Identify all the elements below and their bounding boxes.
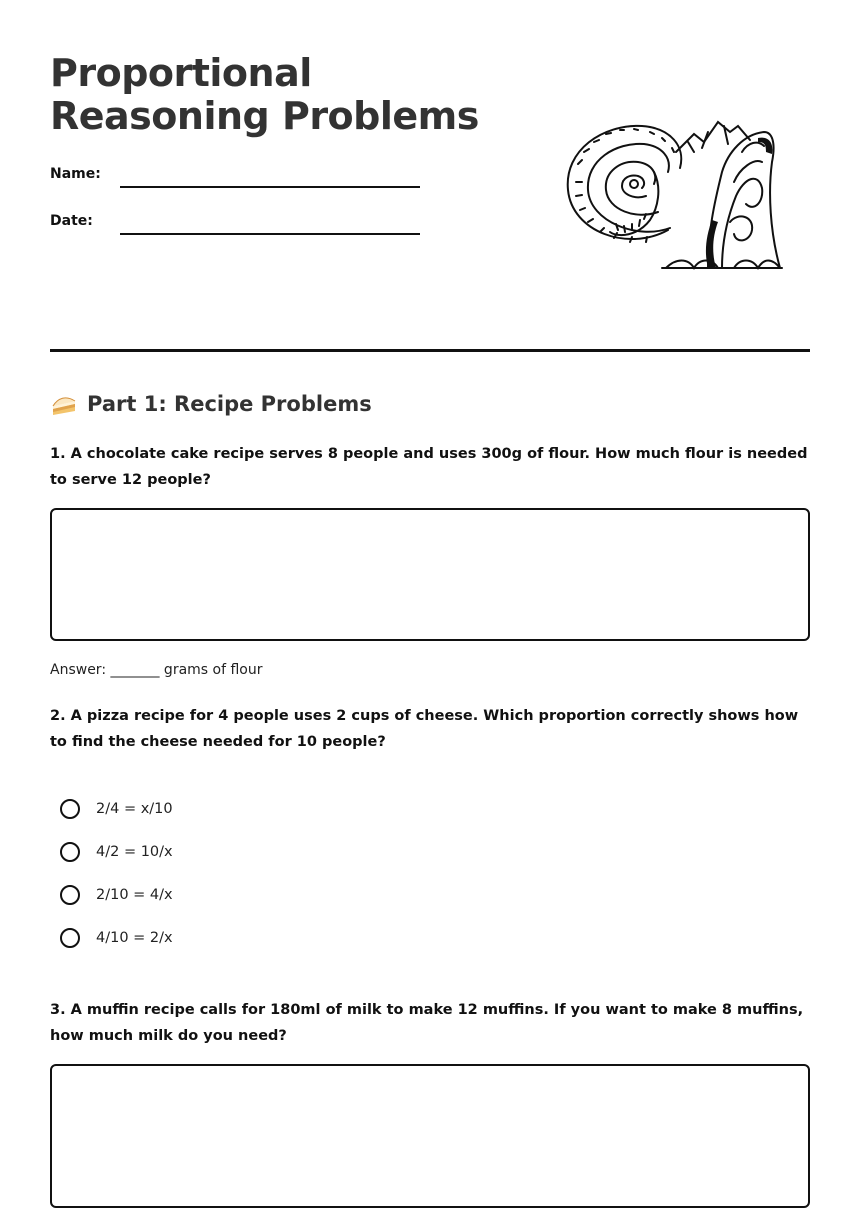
spiral-waves-mountain-logo [558, 112, 783, 270]
date-field [50, 211, 420, 235]
part1-title: Part 1: Recipe Problems [87, 392, 372, 416]
question-2-option-4[interactable] [60, 926, 173, 950]
date-input-line[interactable] [120, 233, 420, 235]
question-1-answer-line: Answer: _______ grams of flour [50, 662, 263, 678]
header-divider [50, 349, 810, 352]
radio-button[interactable] [60, 799, 80, 819]
radio-button[interactable] [60, 928, 80, 948]
question-2-option-3[interactable] [60, 883, 173, 907]
option-label: 2/10 = 4/x [96, 887, 173, 903]
name-input-line[interactable] [120, 186, 420, 188]
option-label: 4/10 = 2/x [96, 930, 173, 946]
question-2-option-1[interactable] [60, 797, 173, 821]
option-label: 2/4 = x/10 [96, 801, 173, 817]
part1-heading [50, 388, 372, 420]
date-label: Date: [50, 213, 93, 229]
cake-icon [50, 390, 78, 418]
question-2-text: 2. A pizza recipe for 4 people uses 2 cups of cheese. Which proportion correctly shows how to find the cheese needed for 10 people? [50, 708, 799, 750]
name-label: Name: [50, 166, 101, 182]
question-1-text: 1. A chocolate cake recipe serves 8 people and uses 300g of flour. How much flour is needed to serve 12 people? [50, 446, 808, 488]
question-3-work-box[interactable] [50, 1064, 810, 1208]
question-1-work-box[interactable] [50, 508, 810, 641]
name-field [50, 164, 420, 188]
radio-button[interactable] [60, 885, 80, 905]
option-label: 4/2 = 10/x [96, 844, 173, 860]
question-3-text: 3. A muffin recipe calls for 180ml of milk to make 12 muffins. If you want to make 8 muffins, how much milk do you need? [50, 1002, 804, 1044]
worksheet-title: Proportional Reasoning Problems [50, 51, 479, 138]
radio-button[interactable] [60, 842, 80, 862]
question-2-option-2[interactable] [60, 840, 173, 864]
